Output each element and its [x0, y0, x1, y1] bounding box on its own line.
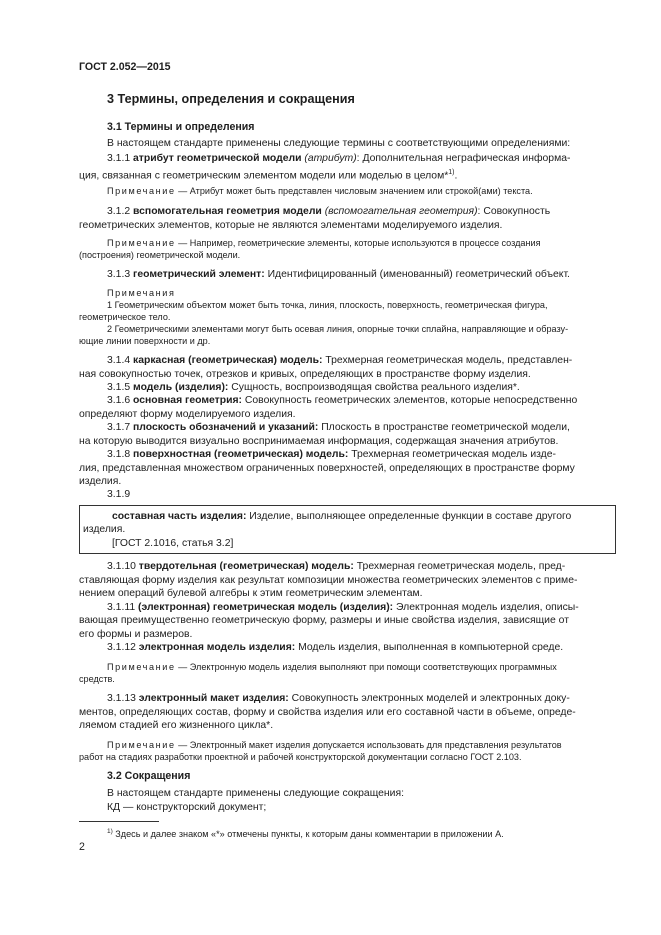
- note-3-1-12-line2: средств.: [79, 674, 115, 684]
- term-3-1-8-line2: лия, представленная множеством ограниченных поверхностей, определяющих в пространстве форму: [79, 463, 575, 474]
- term-3-1-8-line3: изделия.: [79, 476, 122, 487]
- note-3-1-2-line2: (построения) геометрической модели.: [79, 250, 241, 260]
- term-3-1-13-line1: 3.1.13 электронный макет изделия: Совокупность электронных моделей и электронных доку-: [107, 693, 570, 704]
- note-3-1-13-line1: Примечание — Электронный макет изделия допускается использовать для представления результатов: [107, 740, 562, 750]
- term-3-1-2-name: вспомогательная геометрия модели: [133, 206, 322, 217]
- term-3-1-11-line2: вающая преимущественно геометрическую форму, размеры и иные свойства изделия, зависящие от: [79, 615, 569, 626]
- term-3-1-13-line2: ментов, определяющих состав, форму и свойства изделия или его составной части в объеме, опреде-: [79, 707, 576, 718]
- term-3-1-6-name: основная геометрия:: [133, 395, 243, 406]
- term-3-1-2-line2: геометрических элементов, которые не являются элементами моделируемого изделия.: [79, 220, 503, 231]
- term-3-1-9-line1: составная часть изделия: Изделие, выполняющее определенные функции в составе другого: [112, 511, 572, 522]
- term-3-1-11-line3: его формы и размеров.: [79, 629, 193, 640]
- term-3-1-1-line2: ция, связанная с геометрическим элементом модели или моделью в целом*$^{1)}$.: [79, 169, 458, 182]
- intro-3-2: В настоящем стандарте применены следующие сокращения:: [107, 788, 404, 799]
- standard-header: ГОСТ 2.052—2015: [79, 61, 171, 73]
- term-3-1-6-line1: 3.1.6 основная геометрия: Совокупность геометрических элементов, которые непосредственно: [107, 395, 578, 406]
- footnote-separator: [79, 821, 159, 822]
- note-3-1-3-1a: 1 Геометрическим объектом может быть точка, линия, плоскость, поверхность, геометрическая фигура,: [107, 300, 548, 310]
- term-3-1-9-line2: изделия.: [83, 524, 126, 535]
- term-3-1-9-number: 3.1.9: [107, 489, 131, 500]
- term-3-1-3-name: геометрический элемент:: [133, 269, 265, 280]
- term-3-1-12-name: электронная модель изделия:: [138, 642, 296, 653]
- term-3-1-12: 3.1.12 электронная модель изделия: Модель изделия, выполненная в компьютерной среде.: [107, 642, 564, 653]
- term-3-1-7-name: плоскость обозначений и указаний:: [133, 422, 319, 433]
- note-3-1-2-line1: Примечание — Например, геометрические элементы, которые используются в процессе создания: [107, 238, 541, 248]
- subsection-3-2-heading: 3.2 Сокращения: [107, 770, 191, 782]
- term-3-1-4-line2: ная совокупностью точек, отрезков и кривых, определяющих в пространстве форму изделия.: [79, 369, 531, 380]
- intro-3-1: В настоящем стандарте применены следующие термины с соответствующими определениями:: [107, 138, 571, 149]
- term-3-1-1-name: атрибут геометрической модели: [133, 153, 302, 164]
- term-3-1-2-line1: 3.1.2 вспомогательная геометрия модели (вспомогательная геометрия): Совокупность: [107, 206, 551, 217]
- term-3-1-1-line1: 3.1.1 атрибут геометрической модели (атрибут): Дополнительная неграфическая информа-: [107, 153, 571, 164]
- note-3-1-12-line1: Примечание — Электронную модель изделия выполняют при помощи соответствующих программных: [107, 662, 557, 672]
- term-3-1-5: 3.1.5 модель (изделия): Сущность, воспроизводящая свойства реального изделия*.: [107, 382, 520, 393]
- term-3-1-13-line3: ляемом стадией его жизненного цикла*.: [79, 720, 274, 731]
- notes-3-1-3-label: Примечания: [107, 288, 176, 298]
- term-3-1-11-name: (электронная) геометрическая модель (изделия):: [138, 602, 394, 613]
- abbreviation-kd: КД — конструкторский документ;: [107, 802, 267, 813]
- note-3-1-3-2b: ющие линии поверхности и др.: [79, 336, 211, 346]
- term-3-1-9-reference: [ГОСТ 2.1016, статья 3.2]: [112, 538, 234, 549]
- term-3-1-4-line1: 3.1.4 каркасная (геометрическая) модель: Трехмерная геометрическая модель, представлен-: [107, 355, 573, 366]
- term-3-1-10-name: твердотельная (геометрическая) модель:: [138, 561, 354, 572]
- term-3-1-8-name: поверхностная (геометрическая) модель:: [133, 449, 349, 460]
- term-3-1-4-name: каркасная (геометрическая) модель:: [133, 355, 323, 366]
- note-3-1-3-2a: 2 Геометрическими элементами могут быть осевая линия, опорные точки сплайна, направляющие и образу-: [107, 324, 569, 334]
- term-3-1-7-line1: 3.1.7 плоскость обозначений и указаний: Плоскость в пространстве геометрической модели,: [107, 422, 570, 433]
- term-3-1-11-line1: 3.1.11 (электронная) геометрическая модель (изделия): Электронная модель изделия, описы-: [107, 602, 579, 613]
- term-3-1-3: 3.1.3 геометрический элемент: Идентифицированный (именованный) геометрический объект.: [107, 269, 570, 280]
- term-3-1-10-line1: 3.1.10 твердотельная (геометрическая) модель: Трехмерная геометрическая модель, пред-: [107, 561, 566, 572]
- term-3-1-6-line2: определяют форму моделируемого изделия.: [79, 409, 296, 420]
- section-3-heading: 3 Термины, определения и сокращения: [107, 92, 355, 106]
- page-number: 2: [79, 841, 85, 853]
- note-3-1-3-1b: геометрическое тело.: [79, 312, 171, 322]
- term-3-1-8-line1: 3.1.8 поверхностная (геометрическая) модель: Трехмерная геометрическая модель изде-: [107, 449, 556, 460]
- note-3-1-13-line2: работ на стадиях разработки проектной и рабочей конструкторской документации согласно ГОСТ 2.103.: [79, 752, 522, 762]
- term-3-1-10-line2: ставляющая форму изделия как результат композиции множества геометрических элементов с приме-: [79, 575, 578, 586]
- term-3-1-7-line2: на которую выводится визуально воспринимаемая информация, содержащая значения атрибутов.: [79, 436, 559, 447]
- subsection-3-1-heading: 3.1 Термины и определения: [107, 121, 255, 133]
- term-3-1-9-name: составная часть изделия:: [112, 511, 247, 522]
- term-3-1-5-name: модель (изделия):: [133, 382, 229, 393]
- footnote: $^{1)}$ Здесь и далее знаком «*» отмечены пункты, к которым даны комментарии в приложении А.: [107, 828, 504, 840]
- term-3-1-13-name: электронный макет изделия:: [138, 693, 289, 704]
- term-3-1-10-line3: нением операций булевой алгебры к этим геометрическим элементам.: [79, 588, 423, 599]
- note-3-1-1: Примечание — Атрибут может быть представлен числовым значением или строкой(ами) текста.: [107, 186, 533, 196]
